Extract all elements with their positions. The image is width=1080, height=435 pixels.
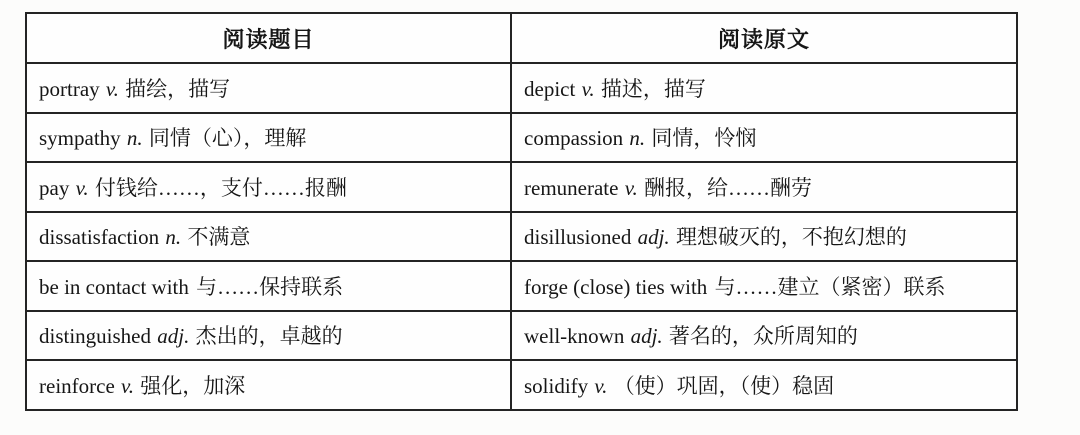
- chinese-meaning: 描述，描写: [600, 76, 706, 101]
- english-term: solidify: [524, 373, 589, 398]
- chinese-meaning: 与……保持联系: [196, 274, 344, 299]
- column-header-reading-passage: 阅读原文: [511, 13, 1017, 63]
- table-row: [26, 360, 1017, 410]
- english-term: portray: [39, 76, 100, 101]
- table-row: [26, 261, 1017, 311]
- part-of-speech: v.: [121, 373, 135, 398]
- english-term: distinguished: [39, 324, 152, 349]
- cell-question-term: [26, 212, 511, 262]
- chinese-meaning: 与……建立（紧密）联系: [714, 274, 946, 299]
- part-of-speech: v.: [581, 76, 595, 101]
- cell-passage-term: [511, 261, 1017, 311]
- english-term: remunerate: [524, 175, 619, 200]
- cell-question-term: [26, 113, 511, 163]
- cell-question-term: [26, 311, 511, 361]
- english-term: disillusioned: [524, 225, 632, 250]
- part-of-speech: n.: [629, 126, 646, 151]
- column-header-reading-questions: 阅读题目: [26, 13, 511, 63]
- cell-question-term: [26, 63, 511, 113]
- part-of-speech: adj.: [157, 324, 190, 349]
- table-header-row: [26, 13, 1017, 63]
- cell-question-term: [26, 162, 511, 212]
- english-term: be in contact with: [39, 274, 189, 299]
- chinese-meaning: 强化，加深: [140, 373, 246, 398]
- cell-passage-term: [511, 212, 1017, 262]
- cell-question-term: [26, 261, 511, 311]
- table-row: [26, 63, 1017, 113]
- english-term: sympathy: [39, 126, 121, 151]
- cell-question-term: [26, 360, 511, 410]
- cell-passage-term: [511, 311, 1017, 361]
- english-term: dissatisfaction: [39, 225, 160, 250]
- part-of-speech: v.: [75, 175, 89, 200]
- chinese-meaning: 同情，怜悯: [651, 126, 757, 151]
- table-row: [26, 311, 1017, 361]
- chinese-meaning: 不满意: [187, 225, 251, 250]
- english-term: pay: [39, 175, 70, 200]
- english-term: reinforce: [39, 373, 115, 398]
- part-of-speech: v.: [105, 76, 119, 101]
- part-of-speech: n.: [126, 126, 143, 151]
- part-of-speech: adj.: [630, 324, 663, 349]
- cell-passage-term: [511, 162, 1017, 212]
- table-row: [26, 212, 1017, 262]
- chinese-meaning: 酬报，给……酬劳: [643, 175, 812, 200]
- part-of-speech: v.: [594, 373, 608, 398]
- english-term: depict: [524, 76, 576, 101]
- english-term: compassion: [524, 126, 624, 151]
- english-term: forge (close) ties with: [524, 274, 708, 299]
- chinese-meaning: 著名的，众所周知的: [668, 324, 858, 349]
- table-row: [26, 113, 1017, 163]
- part-of-speech: n.: [165, 225, 182, 250]
- chinese-meaning: 付钱给……，支付……报酬: [94, 175, 347, 200]
- chinese-meaning: （使）巩固，（使）稳固: [613, 373, 835, 398]
- chinese-meaning: 描绘，描写: [125, 76, 231, 101]
- chinese-meaning: 同情（心），理解: [148, 126, 307, 151]
- chinese-meaning: 杰出的，卓越的: [195, 324, 343, 349]
- table-row: [26, 162, 1017, 212]
- cell-passage-term: [511, 360, 1017, 410]
- chinese-meaning: 理想破灭的，不抱幻想的: [675, 225, 907, 250]
- part-of-speech: v.: [624, 175, 638, 200]
- vocab-table: [25, 12, 1018, 411]
- cell-passage-term: [511, 63, 1017, 113]
- english-term: well-known: [524, 324, 625, 349]
- part-of-speech: adj.: [637, 225, 670, 250]
- cell-passage-term: [511, 113, 1017, 163]
